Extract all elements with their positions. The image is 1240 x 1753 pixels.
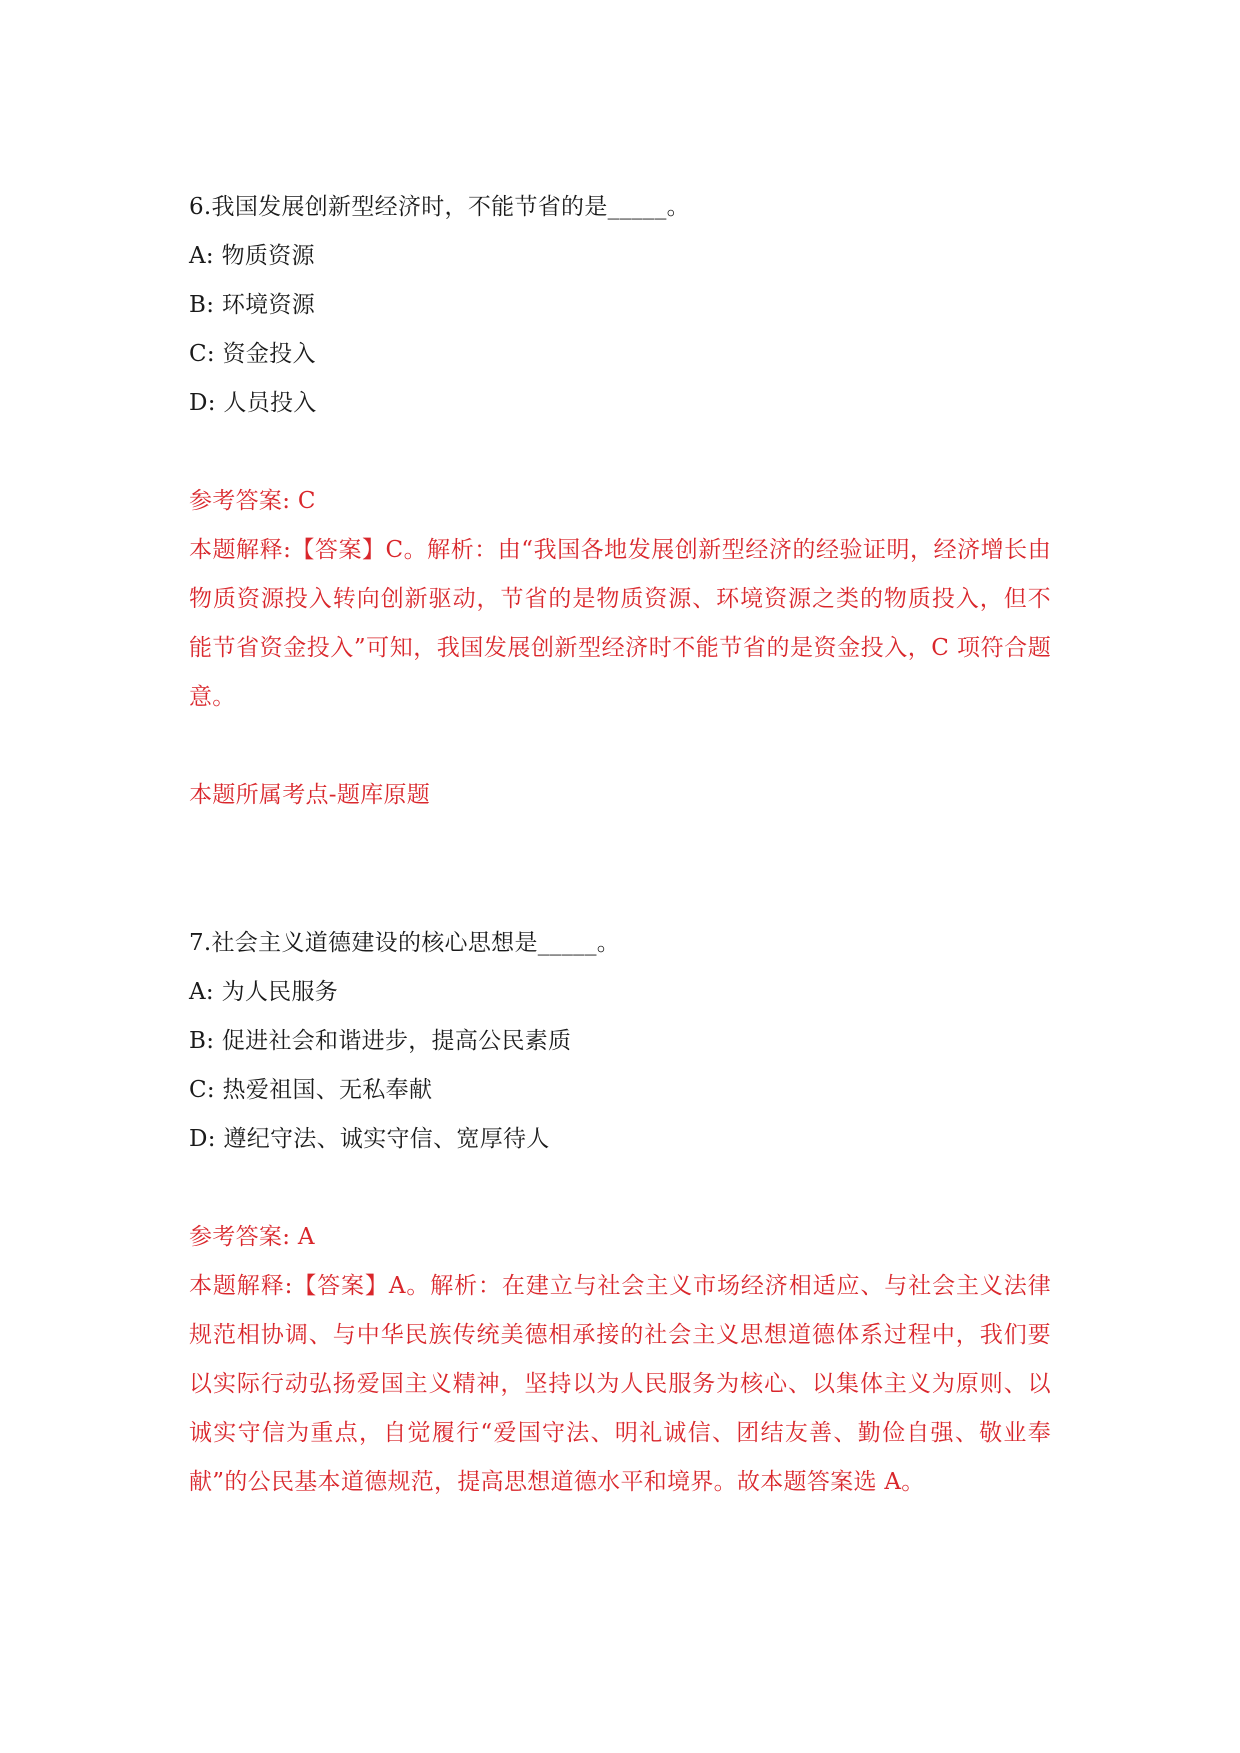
question-7-option-a: A: 为人民服务 bbox=[189, 979, 339, 1005]
question-6-option-b: B: 环境资源 bbox=[189, 292, 316, 318]
question-6-answer: 参考答案: C bbox=[189, 488, 316, 514]
question-7-option-d: D: 遵纪守法、诚实守信、宽厚待人 bbox=[189, 1126, 550, 1152]
question-6-option-c: C: 资金投入 bbox=[189, 341, 316, 367]
question-6-option-a: A: 物质资源 bbox=[189, 243, 315, 269]
question-6-explanation: 本题解释:【答案】C。解析：由“我国各地发展创新型经济的经验证明，经济增长由物质资源投入转向创新驱动，节省的是物质资源、环境资源之类的物质投入，但不能节省资金投入”可知，我国发展创新型经济时不能节省的是资金投入，C 项符合题意。 bbox=[189, 537, 1051, 710]
question-7-option-c: C: 热爱祖国、无私奉献 bbox=[189, 1077, 433, 1103]
question-6-option-d: D: 人员投入 bbox=[189, 390, 317, 416]
question-7-option-b: B: 促进社会和谐进步，提高公民素质 bbox=[189, 1028, 572, 1054]
question-7-explanation: 本题解释:【答案】A。解析：在建立与社会主义市场经济相适应、与社会主义法律规范相协调、与中华民族传统美德相承接的社会主义思想道德体系过程中，我们要以实际行动弘扬爱国主义精神，坚持以为人民服务为核心、以集体主义为原则、以诚实守信为重点，自觉履行“爱国守法、明礼诚信、团结友善、勤俭自强、敬业奉献”的公民基本道德规范，提高思想道德水平和境界。故本题答案选 A。 bbox=[189, 1273, 1051, 1495]
question-6-topic: 本题所属考点-题库原题 bbox=[189, 782, 431, 808]
question-6-stem: 6.我国发展创新型经济时，不能节省的是_____。 bbox=[189, 194, 690, 220]
question-7-answer: 参考答案: A bbox=[189, 1224, 315, 1250]
question-7-stem: 7.社会主义道德建设的核心思想是_____。 bbox=[189, 930, 621, 956]
